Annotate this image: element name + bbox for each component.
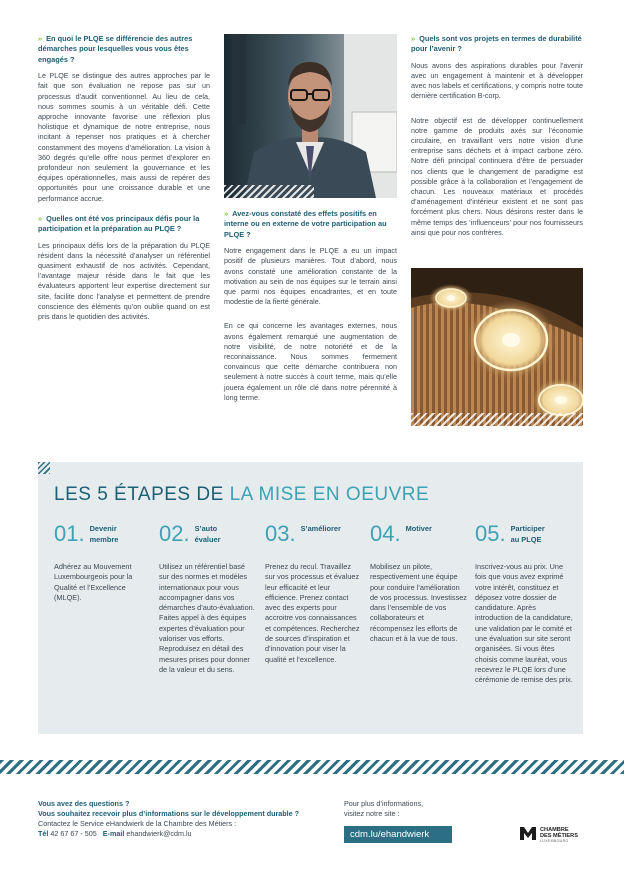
ceiling-illustration xyxy=(411,268,583,426)
footer-contact xyxy=(38,799,338,839)
answer-paragraph: Les principaux défis lors de la préparation du PLQE résident dans la nécessité d’analyser un référentiel quasiment exhaustif de nos activités. Cependant, l’avantage majeur réside dans le fait que les évaluateurs apportent leur expertise directement sur site, facilite donc l’analyse et permettent de prendre conscience des éléments qu’on oublie quand on est pris dans le quotidien des activités. xyxy=(38,240,210,322)
hatch-decoration xyxy=(224,185,314,198)
question-heading: » Avez-vous constaté des effets positifs en interne ou en externe de votre participation au PLQE ? xyxy=(224,209,387,239)
question-heading: » En quoi le PLQE se différencie des autres démarches pour lesquelles vous vous êtes engagés ? xyxy=(38,34,193,64)
arrow-icon: » xyxy=(411,34,416,43)
steps-section xyxy=(38,462,583,734)
footer-question: Vous avez des questions ? xyxy=(38,799,130,808)
step-text: Inscrivez-vous au prix. Une fois que vous avez exprimé votre intérêt, constituez et déposez votre dossier de candidature. Après introduction de la candidature, une validation par le comité et une évaluation sur site seront organisées. Si vous êtes choisis comme lauréat, vous recevrez le PLQE lors d’une cérémonie de remise des prix. xyxy=(475,562,573,685)
answer-paragraph: Notre objectif est de développer continuellement notre gamme de produits axés sur l’économie circulaire, en travaillant vers notre vision d’une entreprise sans déchets et à impact carbone zéro. Notre défi principal continuera d’être de persuader nos clients que le changement de paradigme est possible grâce à la collaboration et l’engagement de chacun. Les nouveaux matériaux et procédés d’aménagement d’intérieur existent et ne sont pas forcément plus chers. Nous désirons rester dans le même temps des ‘influenceurs’ pour nos fournisseurs ainsi que pour nos confrères. xyxy=(411,115,583,237)
question-heading: » Quelles ont été vos principaux défis pour la participation et la préparation au PLQE ? xyxy=(38,213,200,234)
chambre-des-metiers-logo xyxy=(520,824,586,844)
logo-text: CHAMBRE DES MÉTIERS xyxy=(540,827,578,839)
hatch-decoration xyxy=(411,413,583,426)
portrait-photo xyxy=(224,34,397,198)
column-middle xyxy=(224,209,397,412)
arrow-icon: » xyxy=(38,213,43,223)
step-number: 03. xyxy=(265,521,296,546)
footer-contact-line: Tél 42 67 67 - 505 E-mail ehandwierk@cdm.lu xyxy=(38,829,192,838)
step-number: 04. xyxy=(370,521,401,546)
phone-number[interactable]: 42 67 67 - 505 xyxy=(50,829,97,838)
answer-paragraph: Notre engagement dans le PLQE a eu un impact positif de plusieurs manières. Tout d’abord, nous avons constaté une amélioration constante de la motivation au sein de nos équipes sur le terrain ainsi que parmi nos équipes encadrantes, et en toute modestie de la fierté générale. xyxy=(224,246,397,307)
step-label: Devenir membre xyxy=(89,524,119,544)
step-3 xyxy=(265,522,363,665)
step-number: 05. xyxy=(475,521,506,546)
answer-paragraph: Nous avons des aspirations durables pour l’avenir avec un engagement à maintenir et à développer avec nos labels et certifications, y compris notre toute dernière certification B-corp. xyxy=(411,60,583,101)
step-text: Mobilisez un pilote, respectivement une équipe pour conduire l’amélioration de vos processus. Investissez dans l’ensemble de vos collaborateurs et récompensez les efforts de chacun et à la vue de tous. xyxy=(370,562,467,644)
step-text: Prenez du recul. Travaillez sur vos processus et évaluez leur efficacité et leur efficience. Prenez contact avec des experts pour accroitre vos connaissances et compétences. Recherchez de sources d’inspiration et d’innovation pour viser la qualité et l’excellence. xyxy=(265,562,360,664)
website-link[interactable]: cdm.lu/ehandwierk xyxy=(344,826,452,843)
column-left xyxy=(38,34,210,331)
answer-paragraph: Le PLQE se distingue des autres approches par le fait que son évaluation ne repose pas sur un processus d’audit conventionnel. Au lieu de cela, nous sommes soumis à un véritable défi. Cette approche innovante favorise une réflexion plus holistique et dynamique de notre entreprise, nous incitant à repenser nos pratiques et à chercher constamment des moyens d’amélioration. La vision à 360 degrés qu’elle offre nous permet d’explorer en profondeur non seulement la gouvernance et les équipes opérationnelles, mais aussi de repérer des opportunités pour une croissance durable et une performance accrue. xyxy=(38,71,210,203)
step-label: Participer au PLQE xyxy=(510,524,545,544)
steps-title: LES 5 ÉTAPES DE LA MISE EN OEUVRE xyxy=(54,484,430,505)
step-text: Utilisez un référentiel basé sur des normes et modèles internationaux pour vous accompagner dans vos démarches d’auto-évaluation. Faites appel à des équipes expertes d’évaluation pour valoriser vos efforts. Reproduisez en détail des mesures prises pour donner de la valeur et du sens. xyxy=(159,562,255,674)
footer-info: Pour plus d’informations, visitez notre site : xyxy=(344,799,424,818)
logo-subtext: LUXEMBOURG xyxy=(540,839,569,843)
stripe-divider xyxy=(0,760,624,774)
hatch-corner-decoration xyxy=(38,462,50,474)
ceiling-photo xyxy=(411,268,583,426)
footer-contact-text: Contactez le Service eHandwierk de la Chambre des Métiers : xyxy=(38,819,237,828)
step-1 xyxy=(54,522,152,603)
step-label: S’améliorer xyxy=(300,524,341,533)
portrait-illustration xyxy=(224,34,397,198)
footer-question: Vous souhaitez recevoir plus d’informations sur le développement durable ? xyxy=(38,809,300,818)
step-number: 01. xyxy=(54,521,85,546)
step-4 xyxy=(370,522,468,644)
arrow-icon: » xyxy=(224,209,229,218)
answer-paragraph: En ce qui concerne les avantages externes, nous avons également remarqué une augmentation de notre visibilité, de notre notoriété et de la reconnaissance. Nous sommes fermement convaincus que cette démarche contribuera non seulement à notre succès à court terme, mais qu’elle jouera également un rôle clé dans notre pérennité à long terme. xyxy=(224,321,397,402)
step-2 xyxy=(159,522,257,675)
column-right xyxy=(411,34,583,247)
step-text: Adhérez au Mouvement Luxembourgeois pour la Qualité et l’Excellence (MLQE). xyxy=(54,562,133,602)
question-heading: » Quels sont vos projets en termes de durabilité pour l’avenir ? xyxy=(411,34,582,54)
logo-mark-icon xyxy=(520,826,536,840)
step-label: S’auto évaluer xyxy=(194,524,221,544)
email-link[interactable]: ehandwierk@cdm.lu xyxy=(126,829,192,838)
arrow-icon: » xyxy=(38,34,43,43)
step-label: Motiver xyxy=(405,524,432,533)
step-5 xyxy=(475,522,573,686)
step-number: 02. xyxy=(159,521,190,546)
